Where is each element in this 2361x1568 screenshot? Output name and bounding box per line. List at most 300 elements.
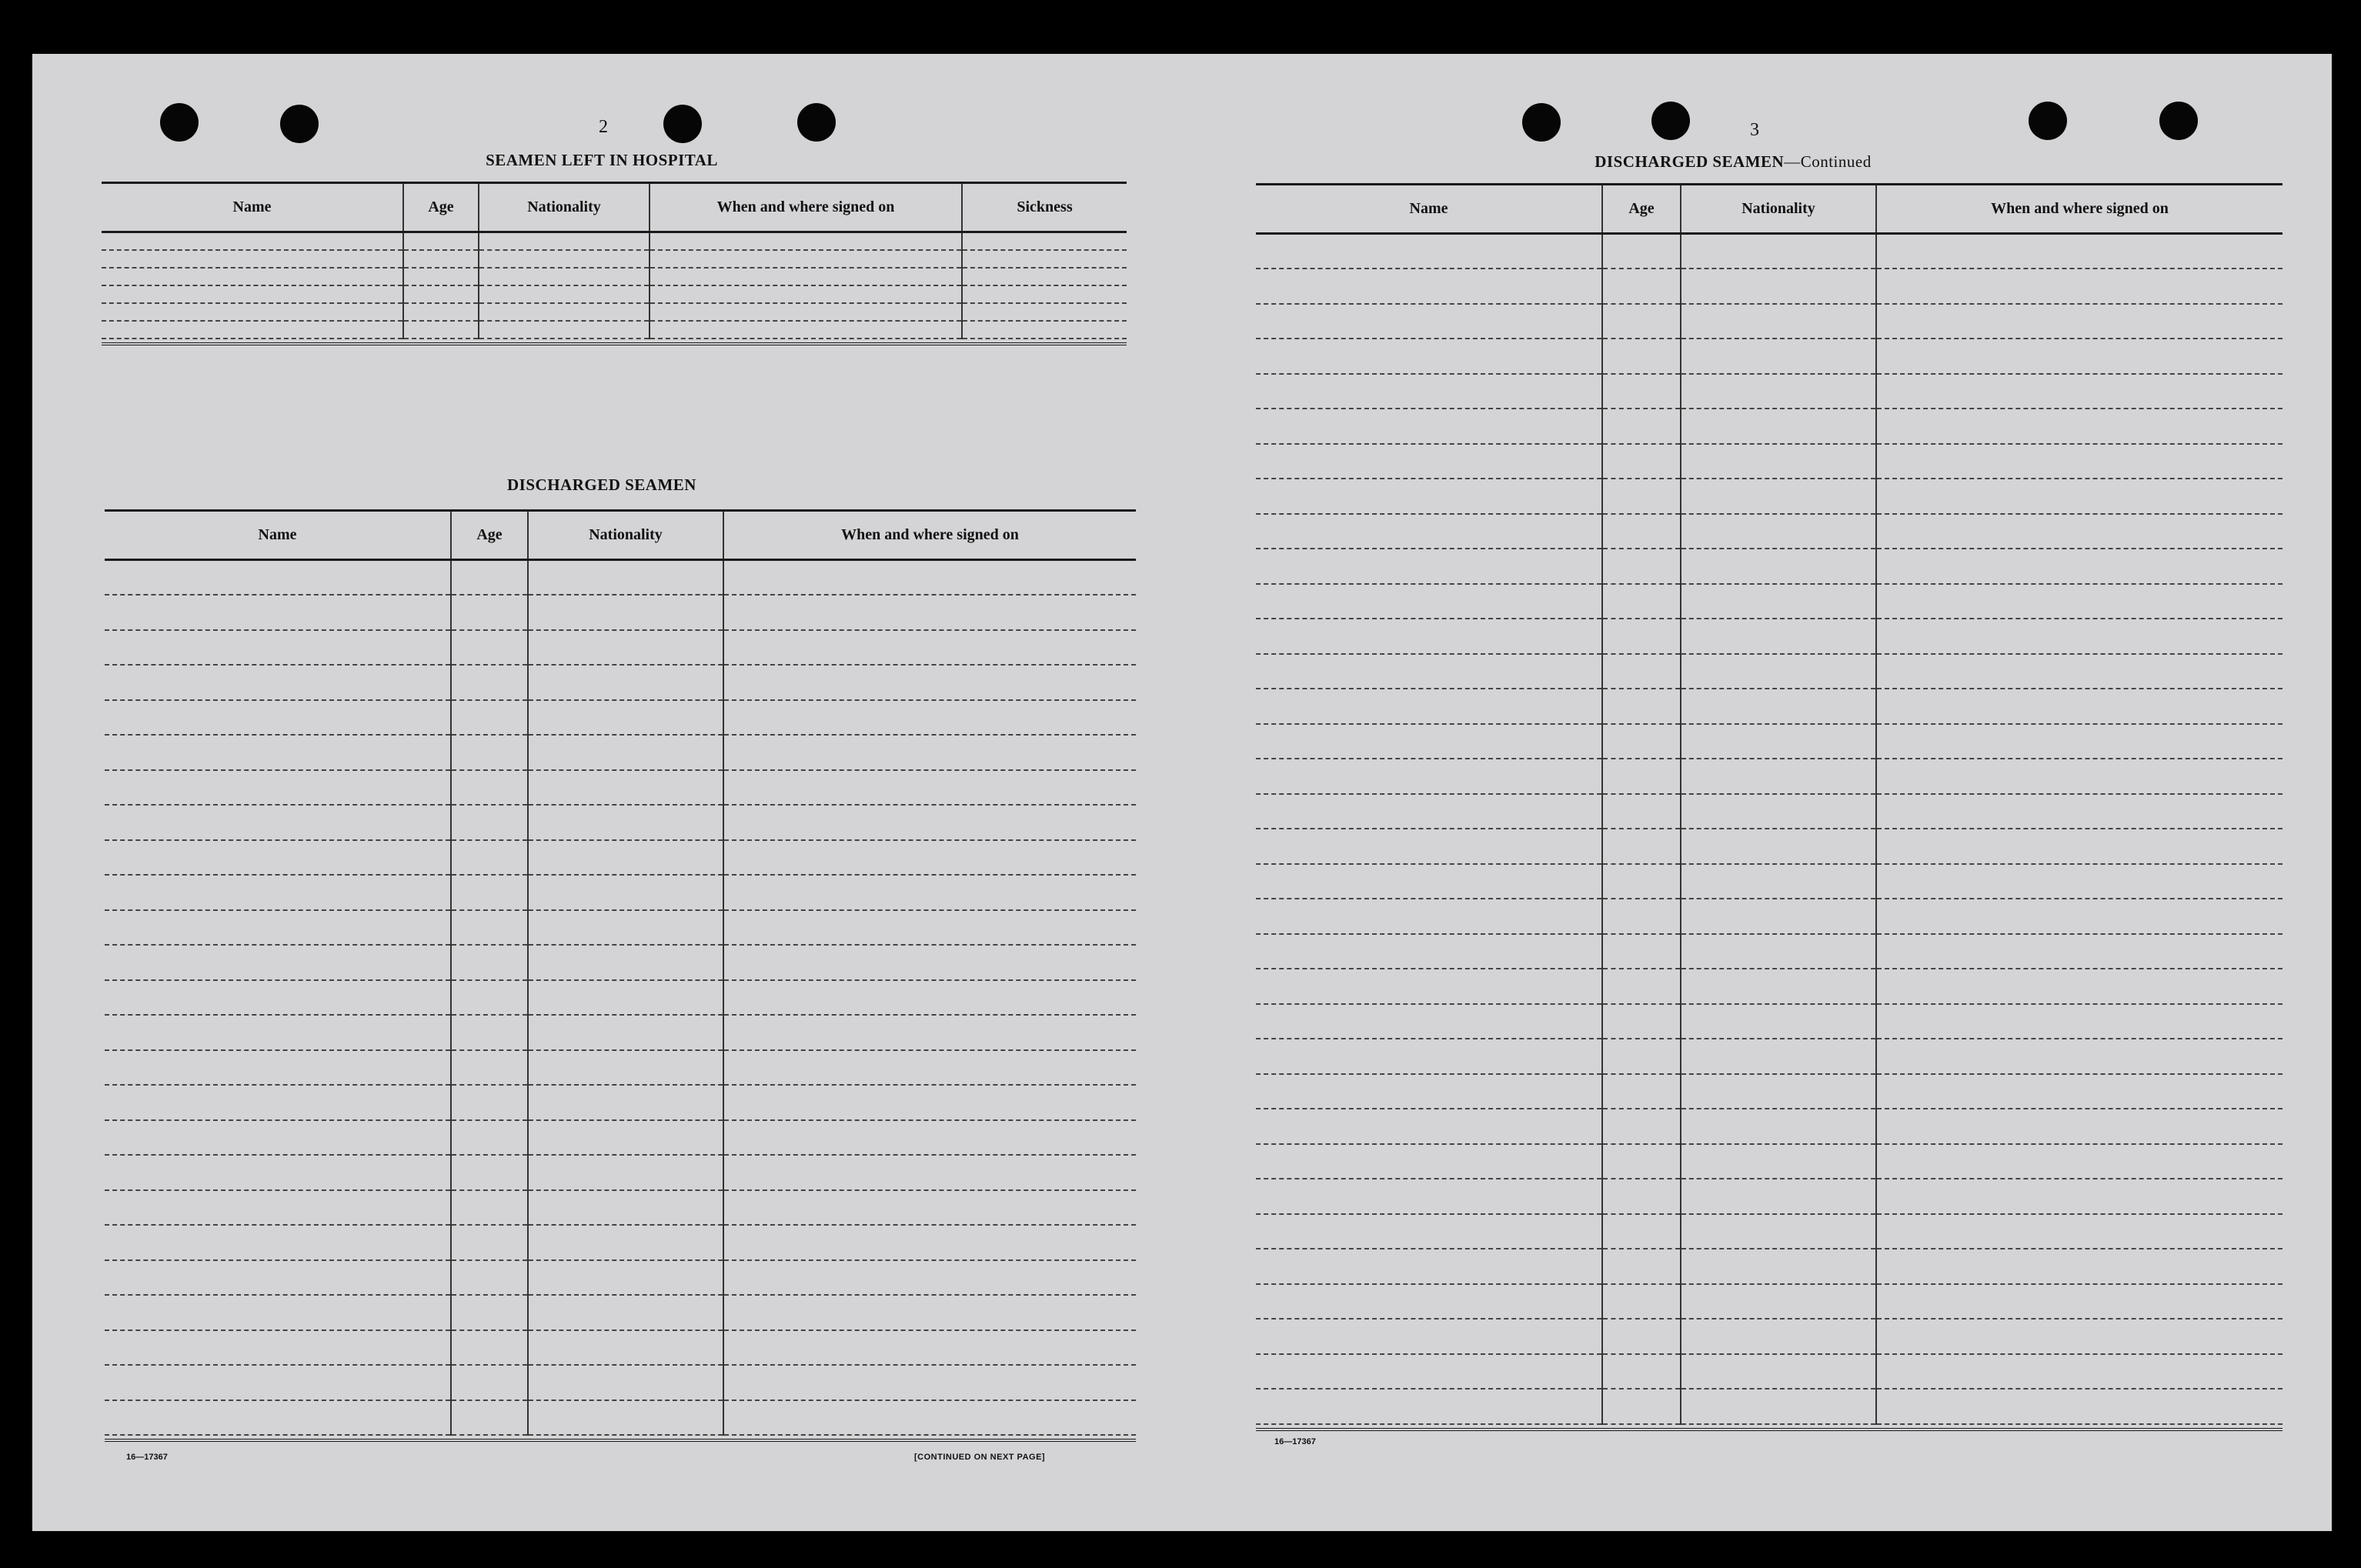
- blank-entry-cell[interactable]: [528, 980, 723, 1016]
- blank-entry-cell[interactable]: [723, 1190, 1136, 1226]
- table-row: [105, 1155, 1136, 1190]
- blank-entry-cell[interactable]: [1681, 584, 1876, 619]
- blank-entry-cell[interactable]: [479, 285, 650, 303]
- blank-entry-cell[interactable]: [1256, 444, 1602, 479]
- blank-entry-cell[interactable]: [1681, 479, 1876, 514]
- table-row: [1256, 794, 2283, 829]
- blank-entry-cell[interactable]: [451, 1120, 528, 1156]
- blank-entry-cell[interactable]: [1876, 1354, 2283, 1390]
- blank-entry-cell[interactable]: [528, 1085, 723, 1120]
- blank-entry-cell[interactable]: [1681, 304, 1876, 339]
- column-header-name: Name: [102, 183, 403, 232]
- blank-entry-cell[interactable]: [105, 560, 451, 596]
- blank-entry-cell[interactable]: [1602, 479, 1681, 514]
- blank-entry-cell[interactable]: [1256, 549, 1602, 584]
- column-header-age: Age: [403, 183, 479, 232]
- blank-entry-cell[interactable]: [528, 1190, 723, 1226]
- blank-entry-cell[interactable]: [1681, 1389, 1876, 1424]
- blank-entry-cell[interactable]: [1681, 864, 1876, 899]
- blank-entry-cell[interactable]: [1602, 689, 1681, 724]
- table-bottom-rule: [1256, 1424, 2283, 1430]
- blank-entry-cell[interactable]: [650, 321, 962, 339]
- blank-entry-cell[interactable]: [528, 840, 723, 876]
- blank-entry-cell[interactable]: [1256, 1179, 1602, 1214]
- table-row: [1256, 899, 2283, 934]
- blank-entry-cell[interactable]: [102, 232, 403, 250]
- blank-entry-cell[interactable]: [1602, 1214, 1681, 1249]
- table-row: [1256, 1389, 2283, 1424]
- blank-entry-cell[interactable]: [451, 1260, 528, 1296]
- blank-entry-cell[interactable]: [528, 945, 723, 980]
- blank-entry-cell[interactable]: [1256, 759, 1602, 794]
- blank-entry-cell[interactable]: [105, 805, 451, 840]
- blank-entry-cell[interactable]: [528, 1015, 723, 1050]
- column-header-nationality: Nationality: [528, 511, 723, 560]
- blank-entry-cell[interactable]: [962, 285, 1127, 303]
- blank-entry-cell[interactable]: [1602, 619, 1681, 654]
- blank-entry-cell[interactable]: [1602, 1109, 1681, 1144]
- blank-entry-cell[interactable]: [723, 1085, 1136, 1120]
- blank-entry-cell[interactable]: [1602, 584, 1681, 619]
- discharged-section-title: DISCHARGED SEAMEN: [507, 475, 696, 494]
- blank-entry-cell[interactable]: [650, 232, 962, 250]
- blank-entry-cell[interactable]: [1681, 759, 1876, 794]
- blank-entry-cell[interactable]: [650, 268, 962, 285]
- blank-entry-cell[interactable]: [403, 250, 479, 268]
- blank-entry-cell[interactable]: [1256, 969, 1602, 1004]
- blank-entry-cell[interactable]: [1681, 1004, 1876, 1039]
- blank-entry-cell[interactable]: [1681, 1039, 1876, 1074]
- blank-entry-cell[interactable]: [528, 1295, 723, 1330]
- blank-entry-cell[interactable]: [1256, 689, 1602, 724]
- blank-entry-cell[interactable]: [1256, 864, 1602, 899]
- blank-entry-cell[interactable]: [451, 770, 528, 806]
- blank-entry-cell[interactable]: [1681, 1284, 1876, 1319]
- blank-entry-cell[interactable]: [1256, 584, 1602, 619]
- table-row: [1256, 1354, 2283, 1390]
- blank-entry-cell[interactable]: [1681, 829, 1876, 864]
- blank-entry-cell[interactable]: [105, 1155, 451, 1190]
- blank-entry-cell[interactable]: [1602, 654, 1681, 689]
- blank-entry-cell[interactable]: [1681, 899, 1876, 934]
- blank-entry-cell[interactable]: [451, 1295, 528, 1330]
- blank-entry-cell[interactable]: [1876, 934, 2283, 969]
- blank-entry-cell[interactable]: [1876, 1004, 2283, 1039]
- blank-entry-cell[interactable]: [1256, 1214, 1602, 1249]
- blank-entry-cell[interactable]: [1602, 794, 1681, 829]
- column-header-when-and-where-signed-on: When and where signed on: [650, 183, 962, 232]
- blank-entry-cell[interactable]: [1876, 899, 2283, 934]
- blank-entry-cell[interactable]: [1876, 549, 2283, 584]
- table-row: [105, 910, 1136, 946]
- blank-entry-cell[interactable]: [650, 303, 962, 321]
- blank-entry-cell[interactable]: [1681, 1319, 1876, 1354]
- table-row: [102, 232, 1127, 250]
- blank-entry-cell[interactable]: [1681, 1214, 1876, 1249]
- blank-entry-cell[interactable]: [1602, 724, 1681, 759]
- blank-entry-cell[interactable]: [1681, 339, 1876, 374]
- blank-entry-cell[interactable]: [102, 268, 403, 285]
- blank-entry-cell[interactable]: [1876, 654, 2283, 689]
- blank-entry-cell[interactable]: [1876, 409, 2283, 444]
- blank-entry-cell[interactable]: [1256, 374, 1602, 409]
- blank-entry-cell[interactable]: [105, 1085, 451, 1120]
- blank-entry-cell[interactable]: [1256, 829, 1602, 864]
- blank-entry-cell[interactable]: [1256, 1144, 1602, 1179]
- blank-entry-cell[interactable]: [528, 595, 723, 630]
- blank-entry-cell[interactable]: [723, 770, 1136, 806]
- table-row: [1256, 1179, 2283, 1214]
- blank-entry-cell[interactable]: [723, 560, 1136, 596]
- blank-entry-cell[interactable]: [528, 1260, 723, 1296]
- blank-entry-cell[interactable]: [962, 268, 1127, 285]
- blank-entry-cell[interactable]: [1681, 619, 1876, 654]
- blank-entry-cell[interactable]: [479, 321, 650, 339]
- blank-entry-cell[interactable]: [102, 321, 403, 339]
- blank-entry-cell[interactable]: [1602, 444, 1681, 479]
- blank-entry-cell[interactable]: [451, 1190, 528, 1226]
- blank-entry-cell[interactable]: [105, 910, 451, 946]
- blank-entry-cell[interactable]: [1681, 234, 1876, 269]
- blank-entry-cell[interactable]: [1681, 689, 1876, 724]
- blank-entry-cell[interactable]: [1256, 339, 1602, 374]
- blank-entry-cell[interactable]: [479, 268, 650, 285]
- blank-entry-cell[interactable]: [723, 875, 1136, 910]
- blank-entry-cell[interactable]: [723, 980, 1136, 1016]
- blank-entry-cell[interactable]: [1681, 1249, 1876, 1284]
- blank-entry-cell[interactable]: [723, 1015, 1136, 1050]
- blank-entry-cell[interactable]: [105, 1120, 451, 1156]
- blank-entry-cell[interactable]: [102, 285, 403, 303]
- blank-entry-cell[interactable]: [1256, 304, 1602, 339]
- blank-entry-cell[interactable]: [1602, 864, 1681, 899]
- blank-entry-cell[interactable]: [528, 665, 723, 700]
- blank-entry-cell[interactable]: [528, 700, 723, 736]
- blank-entry-cell[interactable]: [1876, 864, 2283, 899]
- blank-entry-cell[interactable]: [1256, 1004, 1602, 1039]
- blank-entry-cell[interactable]: [105, 1295, 451, 1330]
- blank-entry-cell[interactable]: [528, 770, 723, 806]
- blank-entry-cell[interactable]: [1602, 1249, 1681, 1284]
- blank-entry-cell[interactable]: [1602, 1074, 1681, 1109]
- blank-entry-cell[interactable]: [723, 1400, 1136, 1436]
- blank-entry-cell[interactable]: [1602, 759, 1681, 794]
- blank-entry-cell[interactable]: [528, 910, 723, 946]
- blank-entry-cell[interactable]: [1602, 549, 1681, 584]
- blank-entry-cell[interactable]: [1256, 794, 1602, 829]
- blank-entry-cell[interactable]: [723, 735, 1136, 770]
- blank-entry-cell[interactable]: [102, 250, 403, 268]
- blank-entry-cell[interactable]: [105, 875, 451, 910]
- blank-entry-cell[interactable]: [1602, 269, 1681, 304]
- blank-entry-cell[interactable]: [1602, 304, 1681, 339]
- blank-entry-cell[interactable]: [1681, 1109, 1876, 1144]
- table-row: [105, 875, 1136, 910]
- blank-entry-cell[interactable]: [1256, 1249, 1602, 1284]
- blank-entry-cell[interactable]: [1256, 1039, 1602, 1074]
- blank-entry-cell[interactable]: [528, 875, 723, 910]
- blank-entry-cell[interactable]: [528, 630, 723, 666]
- blank-entry-cell[interactable]: [403, 285, 479, 303]
- punch-hole: [1651, 102, 1690, 140]
- blank-entry-cell[interactable]: [1681, 969, 1876, 1004]
- blank-entry-cell[interactable]: [528, 1120, 723, 1156]
- column-header-name: Name: [105, 511, 451, 560]
- blank-entry-cell[interactable]: [105, 1190, 451, 1226]
- blank-entry-cell[interactable]: [528, 1050, 723, 1086]
- table-row: [102, 321, 1127, 339]
- blank-entry-cell[interactable]: [962, 303, 1127, 321]
- blank-entry-cell[interactable]: [1602, 374, 1681, 409]
- blank-entry-cell[interactable]: [1681, 1354, 1876, 1390]
- blank-entry-cell[interactable]: [1256, 1354, 1602, 1390]
- blank-entry-cell[interactable]: [1876, 794, 2283, 829]
- blank-entry-cell[interactable]: [105, 770, 451, 806]
- blank-entry-cell[interactable]: [105, 1400, 451, 1436]
- blank-entry-cell[interactable]: [1602, 514, 1681, 549]
- continued-note: [CONTINUED ON NEXT PAGE]: [914, 1453, 1046, 1462]
- hospital-table: [102, 182, 1127, 345]
- blank-entry-cell[interactable]: [1681, 549, 1876, 584]
- blank-entry-cell[interactable]: [1256, 269, 1602, 304]
- blank-entry-cell[interactable]: [1602, 409, 1681, 444]
- table-bottom-rule: [102, 339, 1127, 344]
- blank-entry-cell[interactable]: [105, 1330, 451, 1366]
- blank-entry-cell[interactable]: [528, 1330, 723, 1366]
- blank-entry-cell[interactable]: [1602, 234, 1681, 269]
- blank-entry-cell[interactable]: [403, 268, 479, 285]
- blank-entry-cell[interactable]: [1876, 1074, 2283, 1109]
- blank-entry-cell[interactable]: [1602, 339, 1681, 374]
- table-row: [105, 595, 1136, 630]
- blank-entry-cell[interactable]: [451, 560, 528, 596]
- blank-entry-cell[interactable]: [528, 1400, 723, 1436]
- blank-entry-cell[interactable]: [451, 1225, 528, 1260]
- blank-entry-cell[interactable]: [723, 1225, 1136, 1260]
- blank-entry-cell[interactable]: [451, 875, 528, 910]
- blank-entry-cell[interactable]: [723, 1050, 1136, 1086]
- column-header-age: Age: [1602, 185, 1681, 234]
- blank-entry-cell[interactable]: [1681, 514, 1876, 549]
- blank-entry-cell[interactable]: [1602, 969, 1681, 1004]
- table-row: [105, 630, 1136, 666]
- blank-entry-cell[interactable]: [723, 840, 1136, 876]
- blank-entry-cell[interactable]: [1602, 1144, 1681, 1179]
- blank-entry-cell[interactable]: [105, 700, 451, 736]
- blank-entry-cell[interactable]: [1602, 829, 1681, 864]
- blank-entry-cell[interactable]: [1602, 1389, 1681, 1424]
- blank-entry-cell[interactable]: [1876, 724, 2283, 759]
- blank-entry-cell[interactable]: [962, 250, 1127, 268]
- blank-entry-cell[interactable]: [1256, 1074, 1602, 1109]
- blank-entry-cell[interactable]: [1256, 479, 1602, 514]
- blank-entry-cell[interactable]: [1681, 934, 1876, 969]
- column-header-when-and-where-signed-on: When and where signed on: [723, 511, 1136, 560]
- blank-entry-cell[interactable]: [1256, 1109, 1602, 1144]
- blank-entry-cell[interactable]: [479, 232, 650, 250]
- blank-entry-cell[interactable]: [105, 1050, 451, 1086]
- blank-entry-cell[interactable]: [1876, 444, 2283, 479]
- blank-entry-cell[interactable]: [1681, 1179, 1876, 1214]
- blank-entry-cell[interactable]: [451, 840, 528, 876]
- blank-entry-cell[interactable]: [1876, 479, 2283, 514]
- blank-entry-cell[interactable]: [451, 945, 528, 980]
- blank-entry-cell[interactable]: [1681, 1144, 1876, 1179]
- blank-entry-cell[interactable]: [1876, 1284, 2283, 1319]
- blank-entry-cell[interactable]: [723, 630, 1136, 666]
- blank-entry-cell[interactable]: [451, 1365, 528, 1400]
- blank-entry-cell[interactable]: [723, 1295, 1136, 1330]
- blank-entry-cell[interactable]: [962, 321, 1127, 339]
- blank-entry-cell[interactable]: [650, 285, 962, 303]
- blank-entry-cell[interactable]: [479, 303, 650, 321]
- blank-entry-cell[interactable]: [1602, 899, 1681, 934]
- blank-entry-cell[interactable]: [451, 910, 528, 946]
- blank-entry-cell[interactable]: [1681, 724, 1876, 759]
- blank-entry-cell[interactable]: [1256, 409, 1602, 444]
- blank-entry-cell[interactable]: [1602, 1039, 1681, 1074]
- blank-entry-cell[interactable]: [1602, 1319, 1681, 1354]
- blank-entry-cell[interactable]: [105, 1260, 451, 1296]
- blank-entry-cell[interactable]: [1876, 304, 2283, 339]
- blank-entry-cell[interactable]: [650, 250, 962, 268]
- blank-entry-cell[interactable]: [1256, 1284, 1602, 1319]
- form-code-right: 16—17367: [1274, 1437, 1316, 1446]
- blank-entry-cell[interactable]: [528, 1155, 723, 1190]
- blank-entry-cell[interactable]: [105, 1225, 451, 1260]
- punch-hole: [2029, 102, 2067, 140]
- blank-entry-cell[interactable]: [723, 1330, 1136, 1366]
- blank-entry-cell[interactable]: [723, 1155, 1136, 1190]
- table-row: [105, 1120, 1136, 1156]
- blank-entry-cell[interactable]: [451, 1050, 528, 1086]
- blank-entry-cell[interactable]: [1876, 1144, 2283, 1179]
- blank-entry-cell[interactable]: [1256, 1319, 1602, 1354]
- blank-entry-cell[interactable]: [1602, 1179, 1681, 1214]
- blank-entry-cell[interactable]: [1602, 1004, 1681, 1039]
- blank-entry-cell[interactable]: [403, 321, 479, 339]
- blank-entry-cell[interactable]: [105, 735, 451, 770]
- blank-entry-cell[interactable]: [1876, 689, 2283, 724]
- blank-entry-cell[interactable]: [1876, 1179, 2283, 1214]
- blank-entry-cell[interactable]: [1602, 934, 1681, 969]
- blank-entry-cell[interactable]: [528, 735, 723, 770]
- blank-entry-cell[interactable]: [723, 910, 1136, 946]
- blank-entry-cell[interactable]: [403, 232, 479, 250]
- blank-entry-cell[interactable]: [105, 945, 451, 980]
- blank-entry-cell[interactable]: [723, 805, 1136, 840]
- blank-entry-cell[interactable]: [1876, 584, 2283, 619]
- blank-entry-cell[interactable]: [1681, 444, 1876, 479]
- blank-entry-cell[interactable]: [1681, 374, 1876, 409]
- blank-entry-cell[interactable]: [1876, 1389, 2283, 1424]
- blank-entry-cell[interactable]: [451, 735, 528, 770]
- blank-entry-cell[interactable]: [962, 232, 1127, 250]
- blank-entry-cell[interactable]: [723, 945, 1136, 980]
- blank-entry-cell[interactable]: [451, 1400, 528, 1436]
- blank-entry-cell[interactable]: [528, 1365, 723, 1400]
- table-row: [1256, 514, 2283, 549]
- blank-entry-cell[interactable]: [1876, 374, 2283, 409]
- blank-entry-cell[interactable]: [1876, 759, 2283, 794]
- blank-entry-cell[interactable]: [1876, 514, 2283, 549]
- blank-entry-cell[interactable]: [1256, 899, 1602, 934]
- blank-entry-cell[interactable]: [105, 665, 451, 700]
- blank-entry-cell[interactable]: [105, 1015, 451, 1050]
- blank-entry-cell[interactable]: [451, 980, 528, 1016]
- blank-entry-cell[interactable]: [1876, 829, 2283, 864]
- blank-entry-cell[interactable]: [1256, 654, 1602, 689]
- blank-entry-cell[interactable]: [1876, 1109, 2283, 1144]
- blank-entry-cell[interactable]: [479, 250, 650, 268]
- blank-entry-cell[interactable]: [451, 665, 528, 700]
- blank-entry-cell[interactable]: [451, 1155, 528, 1190]
- blank-entry-cell[interactable]: [723, 665, 1136, 700]
- blank-entry-cell[interactable]: [723, 1260, 1136, 1296]
- blank-entry-cell[interactable]: [105, 630, 451, 666]
- table-row: [105, 1190, 1136, 1226]
- blank-entry-cell[interactable]: [723, 1120, 1136, 1156]
- blank-entry-cell[interactable]: [105, 595, 451, 630]
- blank-entry-cell[interactable]: [451, 700, 528, 736]
- blank-entry-cell[interactable]: [1681, 654, 1876, 689]
- blank-entry-cell[interactable]: [1602, 1284, 1681, 1319]
- blank-entry-cell[interactable]: [451, 1085, 528, 1120]
- blank-entry-cell[interactable]: [1256, 234, 1602, 269]
- blank-entry-cell[interactable]: [1681, 269, 1876, 304]
- blank-entry-cell[interactable]: [451, 595, 528, 630]
- blank-entry-cell[interactable]: [1876, 1319, 2283, 1354]
- blank-entry-cell[interactable]: [105, 1365, 451, 1400]
- blank-entry-cell[interactable]: [1876, 269, 2283, 304]
- discharged-continued-title-main: DISCHARGED SEAMEN: [1595, 152, 1785, 171]
- blank-entry-cell[interactable]: [1256, 1389, 1602, 1424]
- blank-entry-cell[interactable]: [723, 595, 1136, 630]
- blank-entry-cell[interactable]: [1681, 409, 1876, 444]
- blank-entry-cell[interactable]: [723, 700, 1136, 736]
- blank-entry-cell[interactable]: [451, 630, 528, 666]
- blank-entry-cell[interactable]: [102, 303, 403, 321]
- blank-entry-cell[interactable]: [1876, 619, 2283, 654]
- blank-entry-cell[interactable]: [1256, 724, 1602, 759]
- blank-entry-cell[interactable]: [1602, 1354, 1681, 1390]
- blank-entry-cell[interactable]: [1876, 1039, 2283, 1074]
- table-row: [1256, 304, 2283, 339]
- table-row: [1256, 409, 2283, 444]
- blank-entry-cell[interactable]: [528, 805, 723, 840]
- blank-entry-cell[interactable]: [451, 1015, 528, 1050]
- blank-entry-cell[interactable]: [1256, 514, 1602, 549]
- blank-entry-cell[interactable]: [1876, 234, 2283, 269]
- table-row: [1256, 1214, 2283, 1249]
- blank-entry-cell[interactable]: [528, 1225, 723, 1260]
- blank-entry-cell[interactable]: [1256, 934, 1602, 969]
- blank-entry-cell[interactable]: [1876, 969, 2283, 1004]
- blank-entry-cell[interactable]: [105, 980, 451, 1016]
- blank-entry-cell[interactable]: [1876, 339, 2283, 374]
- blank-entry-cell[interactable]: [1681, 794, 1876, 829]
- blank-entry-cell[interactable]: [403, 303, 479, 321]
- blank-entry-cell[interactable]: [1876, 1249, 2283, 1284]
- blank-entry-cell[interactable]: [1681, 1074, 1876, 1109]
- blank-entry-cell[interactable]: [528, 560, 723, 596]
- blank-entry-cell[interactable]: [1876, 1214, 2283, 1249]
- blank-entry-cell[interactable]: [105, 840, 451, 876]
- blank-entry-cell[interactable]: [723, 1365, 1136, 1400]
- blank-entry-cell[interactable]: [451, 805, 528, 840]
- blank-entry-cell[interactable]: [1256, 619, 1602, 654]
- blank-entry-cell[interactable]: [451, 1330, 528, 1366]
